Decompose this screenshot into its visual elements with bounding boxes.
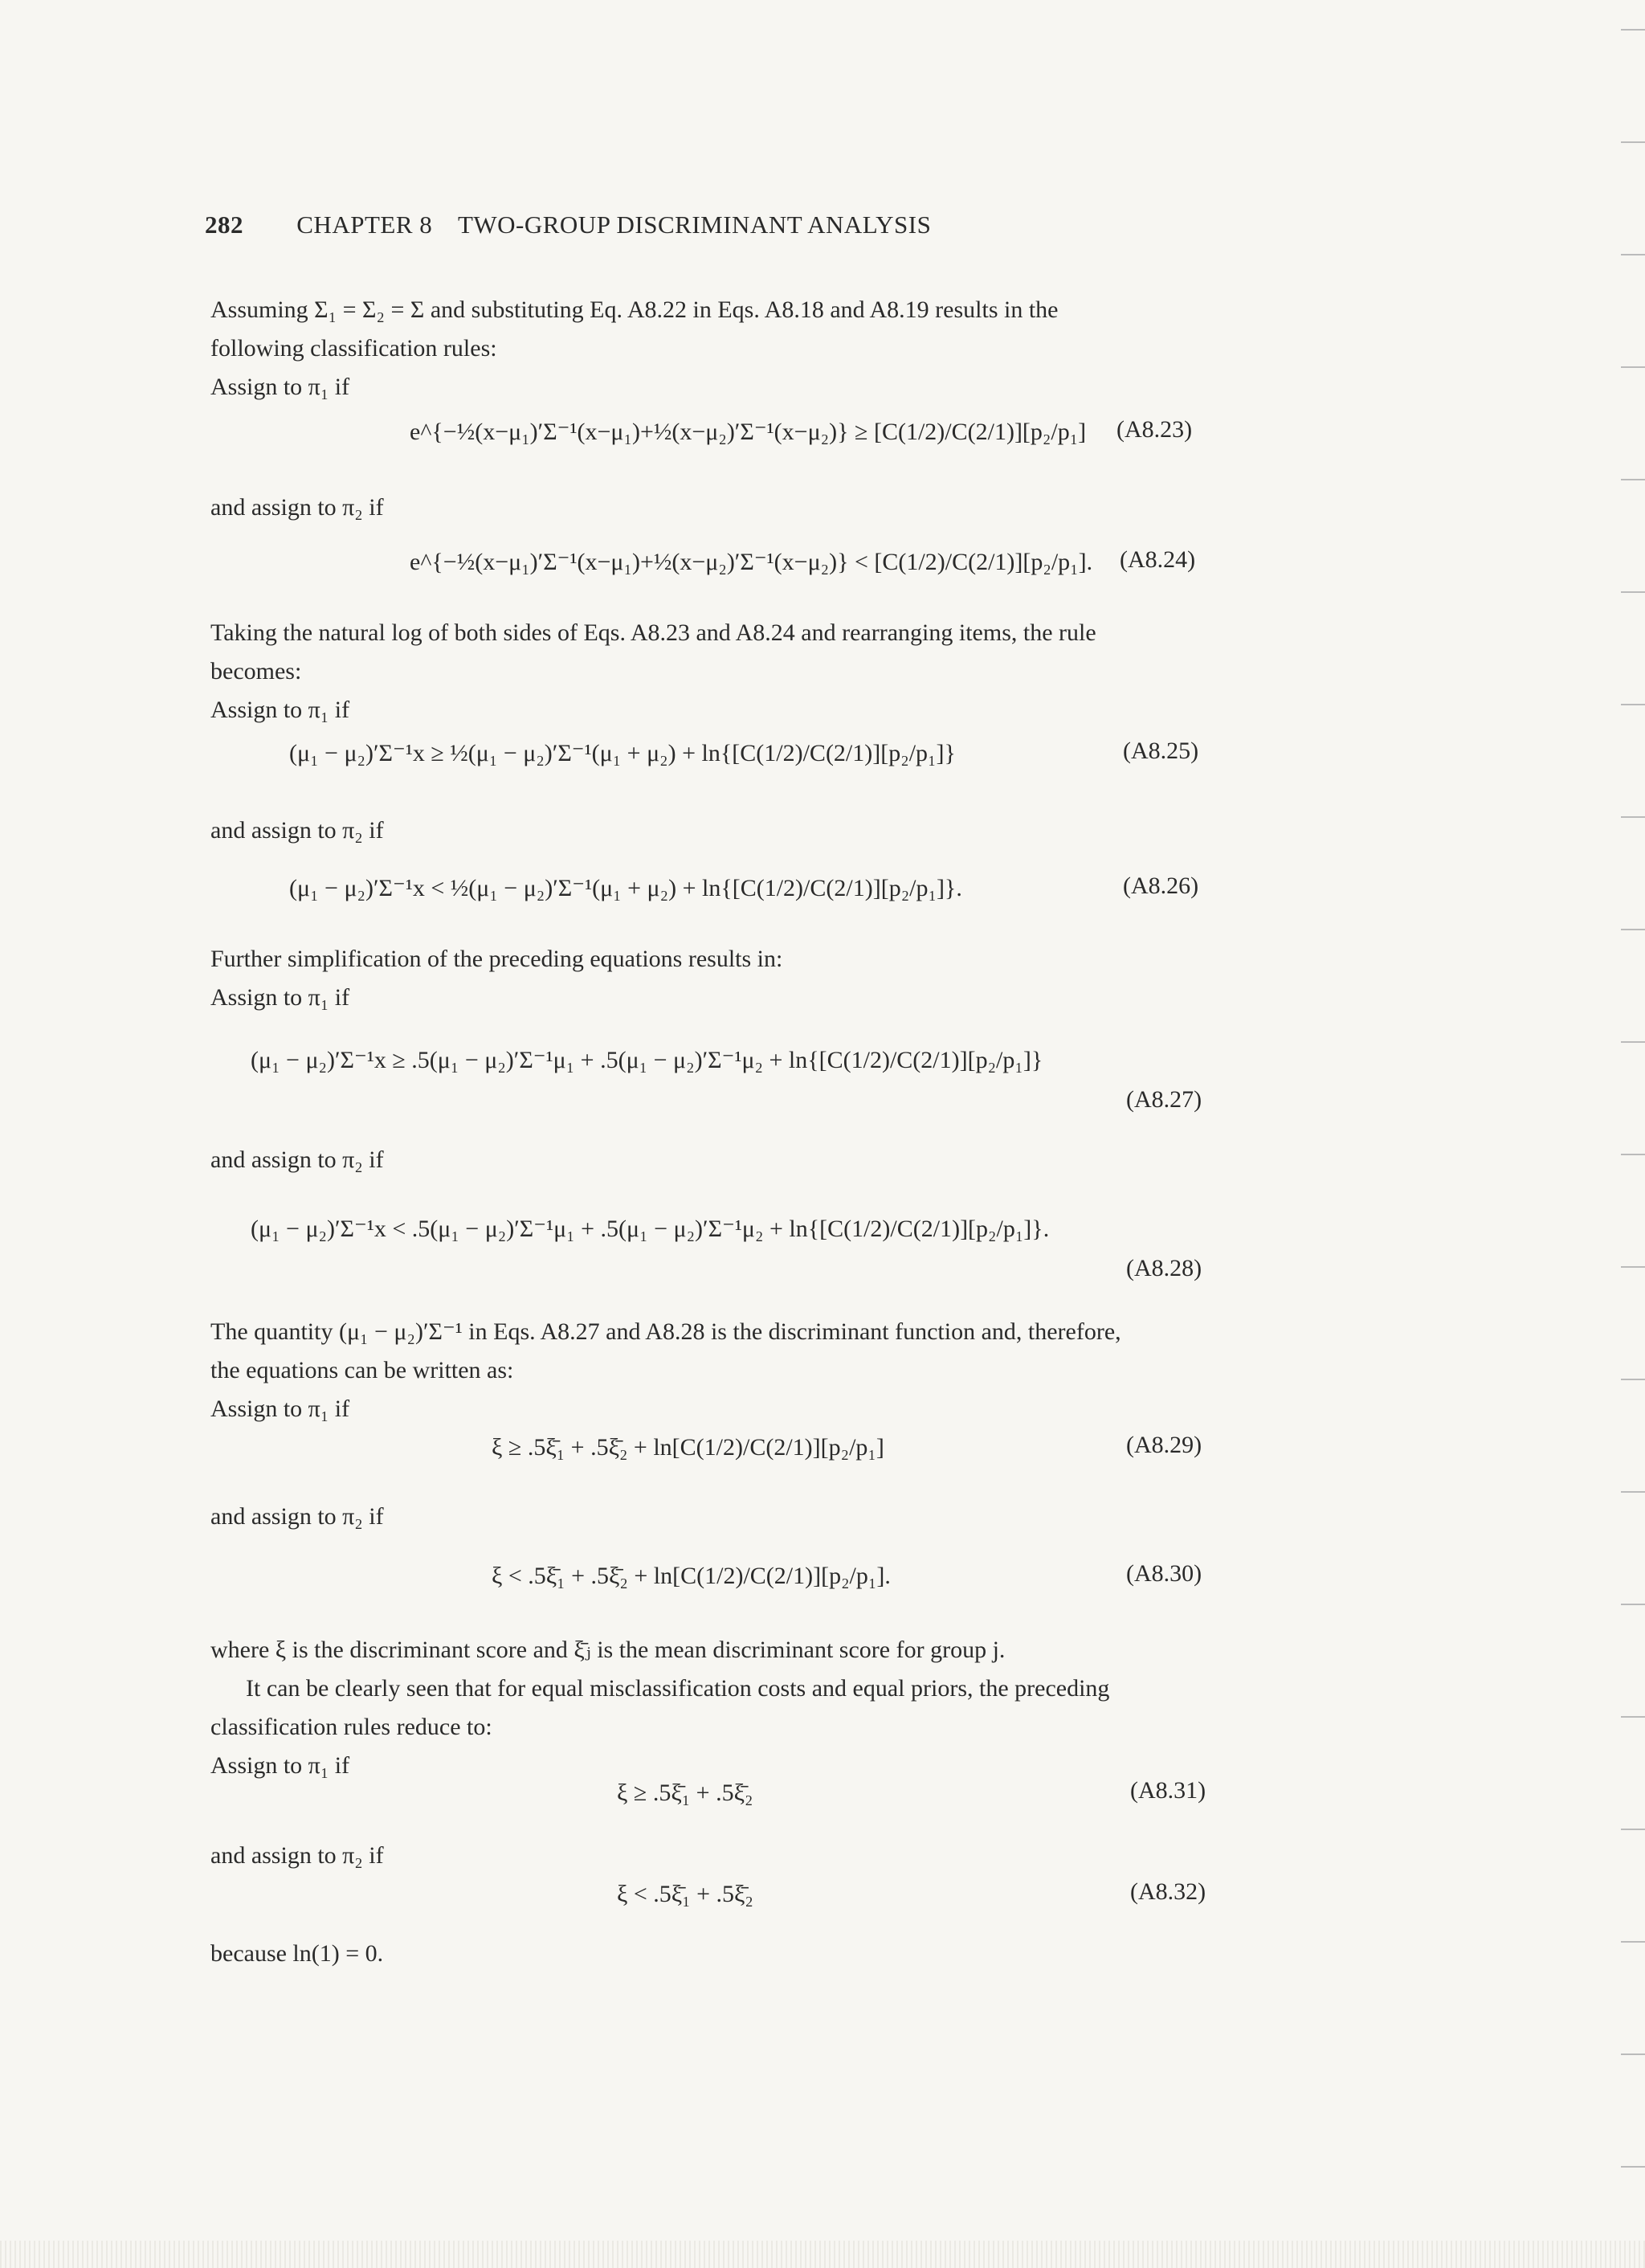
assign-pi1-label: Assign to π₁ if <box>210 697 350 723</box>
assign-pi2-label: and assign to π₂ if <box>210 1146 384 1173</box>
equation-label-a8-32: (A8.32) <box>1130 1878 1206 1905</box>
where-line-1: where ξ is the discriminant score and ξ̄ⱼ is the mean discriminant score for group j. <box>210 1637 1006 1663</box>
edge-mark <box>1621 1941 1645 1943</box>
quantity-line-2: the equations can be written as: <box>210 1357 514 1383</box>
equation-a8-29: ξ ≥ .5ξ̄₁ + .5ξ̄₂ + ln[C(1/2)/C(2/1)][p₂/p₁] <box>492 1434 884 1461</box>
edge-mark <box>1621 1491 1645 1493</box>
equation-a8-31: ξ ≥ .5ξ̄₁ + .5ξ̄₂ <box>617 1780 753 1806</box>
log-paragraph <box>210 614 1210 729</box>
intro-line-2: following classification rules: <box>210 335 497 362</box>
edge-mark <box>1621 1266 1645 1268</box>
scan-bottom-noise <box>0 2241 1645 2268</box>
equation-a8-30: ξ < .5ξ̄₁ + .5ξ̄₂ + ln[C(1/2)/C(2/1)][p₂/p₁]. <box>492 1563 891 1589</box>
where-line-2: It can be clearly seen that for equal misclassification costs and equal priors, the preceding <box>246 1675 1110 1702</box>
edge-mark <box>1621 929 1645 930</box>
assign-pi2-label: and assign to π₂ if <box>210 817 384 844</box>
assign-pi1-label: Assign to π₁ if <box>210 374 350 400</box>
page-header <box>205 210 931 239</box>
equation-label-a8-31: (A8.31) <box>1130 1777 1206 1804</box>
equation-label-a8-24: (A8.24) <box>1120 546 1196 573</box>
edge-mark <box>1621 816 1645 818</box>
intro-paragraph <box>210 291 1210 407</box>
where-line-3: classification rules reduce to: <box>210 1714 492 1740</box>
edge-mark <box>1621 2053 1645 2055</box>
edge-mark <box>1621 1379 1645 1380</box>
assign-pi1-label: Assign to π₁ if <box>210 984 350 1011</box>
where-paragraph <box>210 1631 1210 1785</box>
assign-pi2-label: and assign to π₂ if <box>210 1842 384 1869</box>
equation-a8-26: (μ₁ − μ₂)′Σ⁻¹x < ½(μ₁ − μ₂)′Σ⁻¹(μ₁ + μ₂) + ln{[C(1/2)/C(2/1)][p₂/p₁]}. <box>289 875 962 901</box>
chapter-title: TWO-GROUP DISCRIMINANT ANALYSIS <box>457 210 932 239</box>
edge-mark <box>1621 1041 1645 1043</box>
edge-mark <box>1621 591 1645 593</box>
log-line-2: becomes: <box>210 658 302 684</box>
edge-mark <box>1621 366 1645 368</box>
edge-mark <box>1621 254 1645 255</box>
intro-line-1: Assuming Σ₁ = Σ₂ = Σ and substituting Eq. A8.22 in Eqs. A8.18 and A8.19 results in the <box>210 296 1059 323</box>
equation-a8-28: (μ₁ − μ₂)′Σ⁻¹x < .5(μ₁ − μ₂)′Σ⁻¹μ₁ + .5(μ₁ − μ₂)′Σ⁻¹μ₂ + ln{[C(1/2)/C(2/1)][p₂/p₁]}. <box>251 1216 1050 1242</box>
edge-mark <box>1621 141 1645 143</box>
equation-a8-25: (μ₁ − μ₂)′Σ⁻¹x ≥ ½(μ₁ − μ₂)′Σ⁻¹(μ₁ + μ₂) + ln{[C(1/2)/C(2/1)][p₂/p₁]} <box>289 740 956 766</box>
equation-label-a8-23: (A8.23) <box>1116 416 1193 443</box>
edge-mark <box>1621 29 1645 31</box>
equation-a8-32: ξ < .5ξ̄₁ + .5ξ̄₂ <box>617 1881 753 1907</box>
assign-pi2-label: and assign to π₂ if <box>210 1503 384 1530</box>
simplification-paragraph <box>210 940 1210 1017</box>
edge-mark <box>1621 704 1645 705</box>
equation-label-a8-30: (A8.30) <box>1126 1560 1202 1587</box>
simplification-line-1: Further simplification of the preceding equations results in: <box>210 946 783 972</box>
edge-mark <box>1621 1829 1645 1830</box>
chapter-label: CHAPTER 8 <box>296 210 433 239</box>
assign-pi1-label: Assign to π₁ if <box>210 1396 350 1422</box>
assign-pi2-label: and assign to π₂ if <box>210 494 384 521</box>
edge-mark <box>1621 479 1645 480</box>
equation-a8-23: e^{−½(x−μ₁)′Σ⁻¹(x−μ₁)+½(x−μ₂)′Σ⁻¹(x−μ₂)} ≥ [C(1/2)/C(2/1)][p₂/p₁] <box>410 419 1087 445</box>
closing-line: because ln(1) = 0. <box>210 1940 384 1967</box>
quantity-line-1: The quantity (μ₁ − μ₂)′Σ⁻¹ in Eqs. A8.27 and A8.28 is the discriminant function and, therefore, <box>210 1318 1121 1345</box>
log-line-1: Taking the natural log of both sides of Eqs. A8.23 and A8.24 and rearranging items, the rule <box>210 619 1096 646</box>
equation-label-a8-26: (A8.26) <box>1123 872 1199 899</box>
assign-pi1-label: Assign to π₁ if <box>210 1752 350 1779</box>
edge-mark <box>1621 1716 1645 1718</box>
edge-mark <box>1621 2166 1645 2168</box>
equation-label-a8-29: (A8.29) <box>1126 1432 1202 1458</box>
quantity-paragraph <box>210 1313 1210 1428</box>
equation-label-a8-25: (A8.25) <box>1123 738 1199 764</box>
equation-label-a8-27: (A8.27) <box>1126 1086 1202 1113</box>
edge-mark <box>1621 1154 1645 1155</box>
page-number: 282 <box>205 210 243 239</box>
equation-a8-24: e^{−½(x−μ₁)′Σ⁻¹(x−μ₁)+½(x−μ₂)′Σ⁻¹(x−μ₂)} < [C(1/2)/C(2/1)][p₂/p₁]. <box>410 549 1093 575</box>
equation-a8-27: (μ₁ − μ₂)′Σ⁻¹x ≥ .5(μ₁ − μ₂)′Σ⁻¹μ₁ + .5(μ₁ − μ₂)′Σ⁻¹μ₂ + ln{[C(1/2)/C(2/1)][p₂/p₁]} <box>251 1047 1043 1073</box>
edge-mark <box>1621 1604 1645 1605</box>
equation-label-a8-28: (A8.28) <box>1126 1255 1202 1281</box>
